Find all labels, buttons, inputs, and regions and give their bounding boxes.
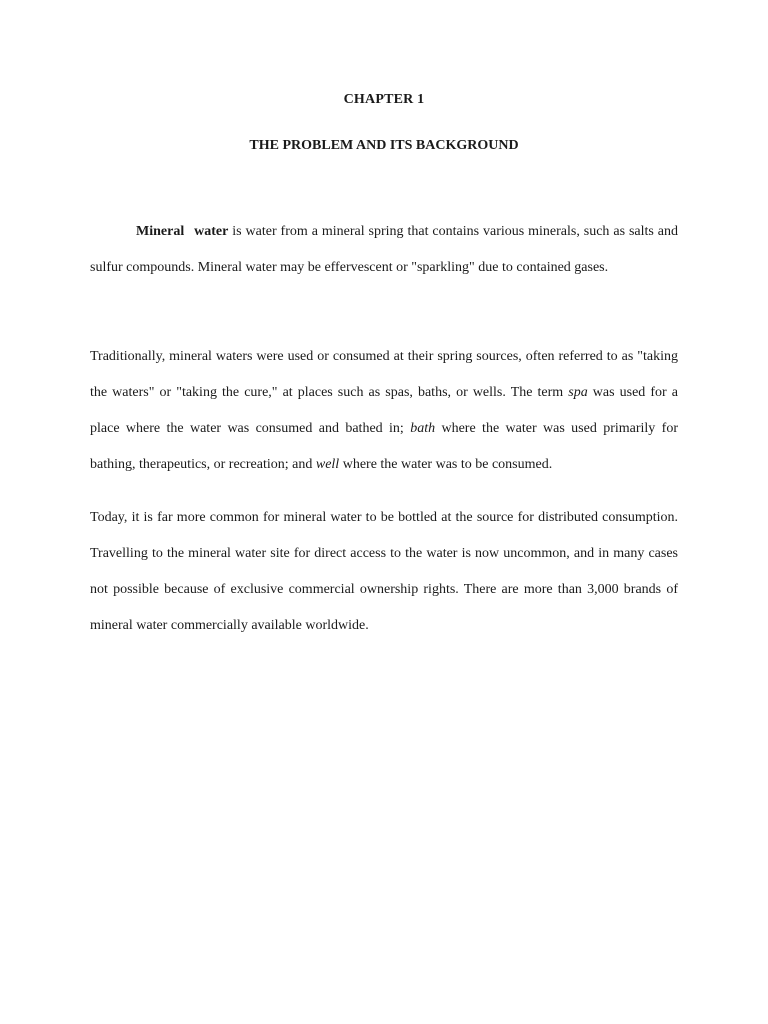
- term-bath: bath: [410, 421, 436, 436]
- term-spa: spa: [568, 385, 588, 400]
- term-mineral-water: Mineral water: [136, 224, 229, 239]
- paragraph-2-part-2: was used for a place where the water was consumed and bathed in;: [90, 385, 678, 436]
- paragraph-2-part-3: where the water was used primarily for bathing, therapeutics, or recreation; and: [90, 421, 679, 472]
- term-well: well: [315, 457, 340, 472]
- paragraph-1-text: is water from a mineral spring that contains various minerals, such as salts and sulfur compounds. Mineral water may be effervescent or "sparkling" due to contained gases.: [90, 224, 678, 275]
- paragraph-2-part-4: where the water was to be consumed.: [339, 457, 553, 472]
- paragraph-2-part-1: Traditionally, mineral waters were used or consumed at their spring sources, often referred to as "taking the waters" or "taking the cure," at places such as spas, baths, or wells. The term: [90, 349, 678, 400]
- paragraph-1: [90, 214, 678, 286]
- paragraph-3: Today, it is far more common for mineral water to be bottled at the source for distributed consumption. Travelling to the mineral water site for direct access to the water is now uncommon, and in many cases not possible because of exclusive commercial ownership rights. There are more than 3,000 brands of mineral water commercially available worldwide.: [90, 510, 678, 633]
- chapter-heading: CHAPTER 1: [343, 92, 425, 107]
- chapter-title: THE PROBLEM AND ITS BACKGROUND: [249, 138, 519, 153]
- paragraph-2: [90, 339, 678, 483]
